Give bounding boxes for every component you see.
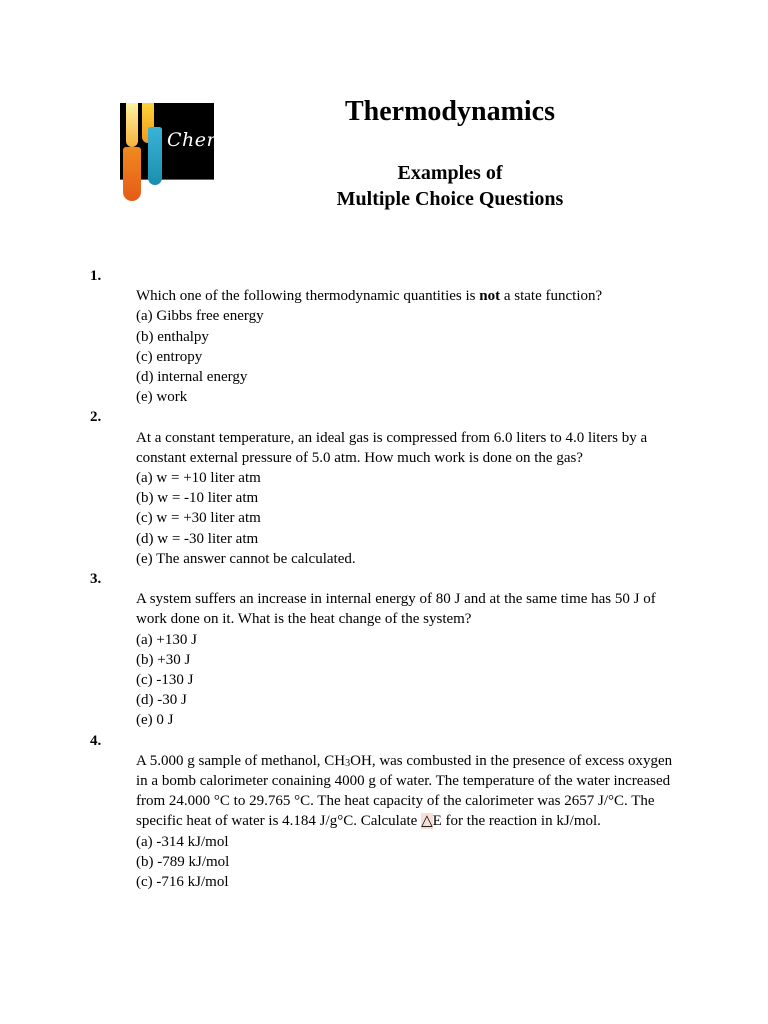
option: (c) -130 J bbox=[136, 672, 194, 689]
stem-text: OH, was combusted in the presence of excess oxygen in a bomb calorimeter conaining 4000 g of water. The temperature of the water increased from 24.000 °C to 29.765 °C. The heat capacity of the calorimeter was 2657 J/°C. The specific heat of water is 4.184 J/g°C. Calculate bbox=[136, 752, 673, 830]
subtitle-line-1: Examples of bbox=[397, 162, 503, 184]
question-stem bbox=[136, 751, 681, 832]
option: (a) +130 J bbox=[136, 631, 197, 648]
option: (d) -30 J bbox=[136, 692, 187, 709]
stem-text: E for the reaction in kJ/mol. bbox=[432, 813, 601, 830]
logo-drip-blue bbox=[148, 127, 162, 185]
option: (b) -789 kJ/mol bbox=[136, 853, 230, 870]
question-4 bbox=[90, 731, 690, 893]
option: (e) 0 J bbox=[136, 712, 174, 729]
logo-drip-yellow bbox=[126, 103, 138, 147]
option: (a) -314 kJ/mol bbox=[136, 833, 229, 850]
option: (a) Gibbs free energy bbox=[136, 308, 264, 325]
option: (b) w = -10 liter atm bbox=[136, 490, 259, 507]
option: (c) -716 kJ/mol bbox=[136, 874, 229, 891]
option: (b) enthalpy bbox=[136, 328, 209, 345]
subscript: 3 bbox=[345, 757, 351, 769]
question-number: 2. bbox=[90, 409, 102, 426]
option: (e) The answer cannot be calculated. bbox=[136, 550, 356, 567]
option: (d) w = -30 liter atm bbox=[136, 530, 259, 547]
option: (a) w = +10 liter atm bbox=[136, 470, 261, 486]
stem-text: Which one of the following thermodynamic quantities is bbox=[136, 288, 480, 305]
question-number: 1. bbox=[90, 268, 102, 284]
stem-text: A 5.000 g sample of methanol, CH bbox=[136, 752, 346, 769]
logo-text: Chem bbox=[167, 129, 226, 151]
question-3 bbox=[90, 569, 690, 731]
option: (b) +30 J bbox=[136, 651, 191, 668]
option: (c) w = +30 liter atm bbox=[136, 510, 261, 527]
question-stem: A system suffers an increase in internal energy of 80 J and at the same time has 50 J of work done on it. What is the heat change of the system? bbox=[136, 591, 656, 628]
question-list bbox=[90, 266, 690, 892]
option: (e) work bbox=[136, 389, 188, 406]
option: (d) internal energy bbox=[136, 369, 248, 385]
delta-symbol: △ bbox=[421, 813, 433, 830]
question-number: 3. bbox=[90, 571, 102, 588]
chem-logo bbox=[120, 103, 226, 203]
stem-text: a state function? bbox=[500, 288, 603, 305]
stem-emphasis: not bbox=[479, 288, 501, 305]
question-number: 4. bbox=[90, 732, 102, 749]
question-stem bbox=[136, 286, 690, 306]
question-2 bbox=[90, 407, 690, 569]
page-title: Thermodynamics bbox=[345, 96, 555, 127]
question-stem: At a constant temperature, an ideal gas is compressed from 6.0 liters to 4.0 liters by a constant external pressure of 5.0 atm. How much work is done on the gas? bbox=[136, 429, 648, 466]
question-1 bbox=[90, 266, 690, 407]
logo-drip-orange bbox=[123, 147, 141, 201]
option: (c) entropy bbox=[136, 348, 203, 365]
subtitle-line-2: Multiple Choice Questions bbox=[336, 188, 564, 210]
page-subtitle bbox=[290, 160, 610, 212]
